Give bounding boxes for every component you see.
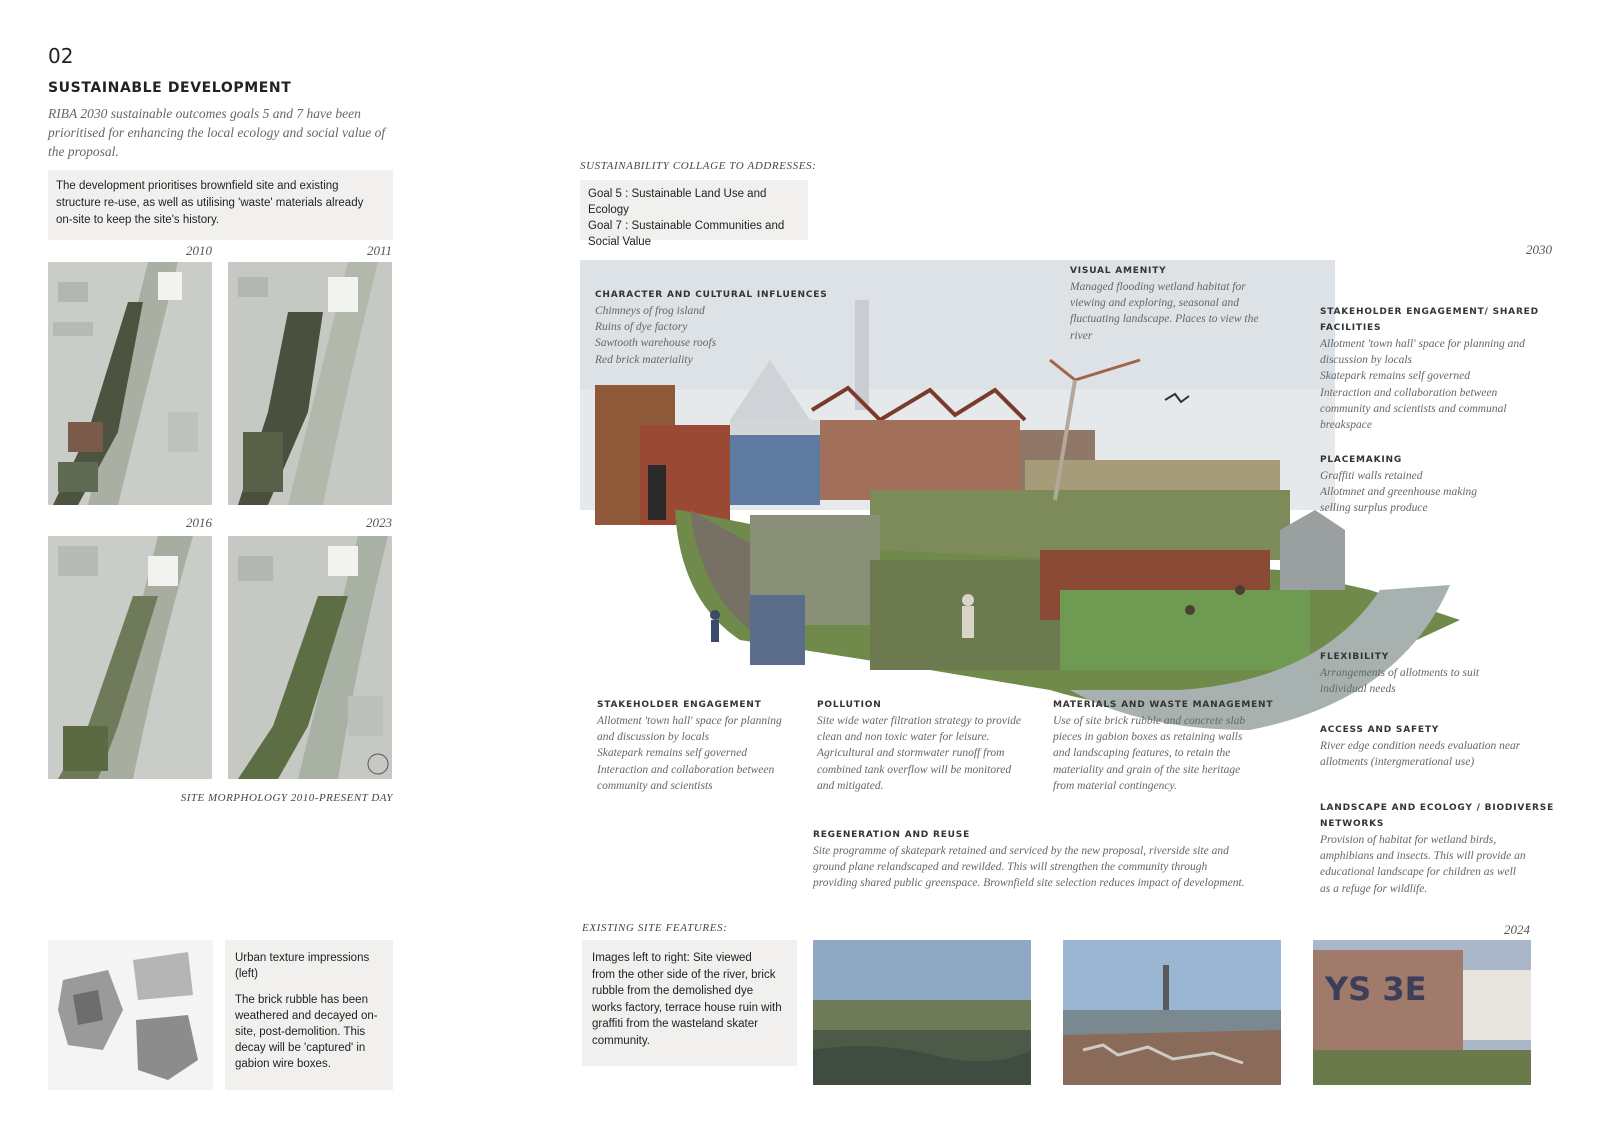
annotation-access-safety — [1320, 725, 1560, 770]
annotation-line: Sawtooth warehouse roofs — [595, 337, 717, 350]
annotation-body — [595, 303, 835, 368]
annotation-line: Allotmnet and greenhouse making — [1320, 486, 1478, 499]
annotation-line: Allotment 'town hall' space for planning and — [1320, 338, 1525, 350]
brick-rubble-photo — [48, 940, 213, 1090]
annotation-body — [1320, 665, 1560, 697]
existing-line: Images left to right: Site viewed — [592, 952, 752, 964]
intro-line: RIBA 2030 sustainable outcomes goals 5 and 7 have been — [48, 106, 361, 121]
annotation-line: ground plane relandscaped and rewilded. This will strengthen the community through — [813, 861, 1208, 874]
annotation-line: Arrangements of allotments to suit — [1320, 667, 1480, 679]
annotation-line: Managed flooding wetland habitat for — [1070, 281, 1246, 293]
annotation-title — [1320, 304, 1560, 336]
annotation-line: Graffiti walls retained — [1320, 470, 1423, 482]
annotation-line: Allotment 'town hall' space for planning — [597, 715, 782, 727]
annotation-line: Interaction and collaboration between — [1320, 386, 1498, 399]
annotation-line: allotments (intergmerational use) — [1320, 756, 1475, 769]
annotation-line: materiality and grain of the site heritage — [1053, 763, 1241, 776]
urban-texture-title: (left) — [235, 968, 258, 980]
annotation-line: and landscaping features, to retain the — [1053, 747, 1231, 760]
brownfield-line: The development prioritises brownfield site and existing — [56, 180, 339, 192]
intro-text — [48, 104, 388, 161]
annotation-line: river — [1070, 329, 1093, 342]
annotation-body — [817, 713, 1047, 794]
annotation-title: PLACEMAKING — [1320, 455, 1403, 465]
annotation-title: VISUAL AMENITY — [1070, 266, 1167, 276]
existing-line: rubble from the demolished dye — [592, 985, 754, 997]
annotation-stakeholder — [597, 700, 807, 794]
urban-texture-title: Urban texture impressions — [235, 952, 370, 964]
brownfield-line: structure re-use, as well as utilising 'waste' materials already — [56, 197, 364, 209]
annotation-line: combined tank overflow will be monitored — [817, 763, 1012, 776]
intro-line: the proposal. — [48, 144, 119, 159]
annotation-line: River edge condition needs evaluation near — [1320, 740, 1521, 752]
existing-year: 2024 — [1504, 922, 1530, 937]
goal-line: Social Value — [588, 236, 652, 248]
urban-texture-line: gabion wire boxes. — [235, 1058, 331, 1070]
annotation-line: individual needs — [1320, 683, 1396, 696]
annotation-line: Red brick materiality — [595, 353, 693, 366]
annotation-line: Skatepark remains self governed — [1320, 370, 1470, 383]
aerial-map-2011 — [228, 262, 392, 505]
annotation-line: pieces in gabion boxes as retaining walls — [1053, 731, 1243, 744]
aerial-map-2010 — [48, 262, 212, 505]
annotation-line: Use of site brick rubble and concrete slab — [1053, 715, 1246, 727]
annotation-line: as a refuge for wildlife. — [1320, 882, 1428, 895]
annotation-line: Skatepark remains self governed — [597, 747, 747, 760]
annotation-line: from material contingency. — [1053, 779, 1177, 792]
annotation-placemaking — [1320, 455, 1560, 517]
annotation-line: viewing and exploring, seasonal and — [1070, 297, 1239, 310]
existing-line: graffiti from the wasteland skater — [592, 1018, 758, 1030]
annotation-body — [1053, 713, 1283, 794]
annotation-title: STAKEHOLDER ENGAGEMENT — [597, 700, 762, 710]
brownfield-line: on-site to keep the site's history. — [56, 214, 220, 226]
annotation-line: Ruins of dye factory — [595, 321, 688, 334]
existing-line: works factory, terrace house ruin with — [592, 1001, 782, 1014]
year-2023-label: 2023 — [366, 515, 392, 530]
annotation-title-line: NETWORKS — [1320, 819, 1385, 829]
annotation-title-line: LANDSCAPE AND ECOLOGY / BIODIVERSE — [1320, 803, 1555, 813]
annotation-line: breakspace — [1320, 419, 1372, 432]
urban-texture-line: decay will be 'captured' in — [235, 1042, 366, 1054]
year-2016-label: 2016 — [186, 515, 212, 530]
annotation-line: educational landscape for children as well — [1320, 866, 1517, 879]
river-view-photo — [813, 940, 1031, 1085]
urban-texture-note — [225, 940, 393, 1090]
annotation-line: selling surplus produce — [1320, 502, 1428, 515]
annotation-body — [1320, 832, 1560, 897]
annotation-landscape-ecology — [1320, 800, 1560, 897]
annotation-line: Interaction and collaboration between — [597, 763, 775, 776]
annotation-body — [1320, 468, 1560, 517]
annotation-title: POLLUTION — [817, 700, 882, 710]
annotation-body — [1320, 738, 1560, 770]
annotation-title-line: FACILITIES — [1320, 323, 1382, 333]
graffiti-text: YS 3E — [1325, 970, 1427, 1008]
annotation-materials — [1053, 700, 1283, 794]
annotation-title-line: STAKEHOLDER ENGAGEMENT/ SHARED — [1320, 307, 1539, 317]
goals-box — [580, 180, 808, 248]
annotation-line: community and scientists — [597, 779, 713, 792]
annotation-line: community and scientists and communal — [1320, 402, 1507, 415]
year-2010-label: 2010 — [186, 243, 212, 258]
annotation-line: and mitigated. — [817, 779, 884, 792]
goal-line: Goal 7 : Sustainable Communities and — [588, 220, 785, 232]
annotation-character — [595, 290, 835, 368]
annotation-title: CHARACTER AND CULTURAL INFLUENCES — [595, 290, 828, 300]
existing-line: community. — [592, 1034, 650, 1047]
annotation-regeneration — [813, 830, 1283, 892]
annotation-line: clean and non toxic water for leisure. — [817, 731, 990, 744]
annotation-body — [1320, 336, 1560, 433]
annotation-title: MATERIALS AND WASTE MANAGEMENT — [1053, 700, 1274, 710]
aerial-map-2023 — [228, 536, 392, 779]
annotation-title: ACCESS AND SAFETY — [1320, 725, 1440, 735]
urban-texture-line: The brick rubble has been — [235, 994, 368, 1006]
goal-line: Goal 5 : Sustainable Land Use and Ecology — [588, 188, 767, 216]
year-2011-label: 2011 — [366, 243, 392, 258]
existing-heading: EXISTING SITE FEATURES: — [582, 922, 728, 934]
urban-texture-line: site, post-demolition. This — [235, 1026, 366, 1038]
annotation-line: providing shared public greenspace. Brownfield site selection reduces impact of development. — [813, 877, 1245, 890]
page-number: 02 — [48, 44, 74, 68]
annotation-line: Site programme of skatepark retained and serviced by the new proposal, riverside site and — [813, 845, 1229, 857]
annotation-title: FLEXIBILITY — [1320, 652, 1390, 662]
morphology-caption: SITE MORPHOLOGY 2010-PRESENT DAY — [180, 792, 393, 804]
page-title: SUSTAINABLE DEVELOPMENT — [48, 80, 292, 96]
existing-line: from the other side of the river, brick — [592, 968, 776, 981]
brick-rubble-site-photo — [1063, 940, 1281, 1085]
aerial-map-2016 — [48, 536, 212, 779]
annotation-body — [1070, 279, 1290, 344]
existing-note — [582, 940, 797, 1066]
annotation-line: fluctuating landscape. Places to view the — [1070, 313, 1259, 326]
annotation-body — [597, 713, 807, 794]
annotation-line: discussion by locals — [1320, 354, 1412, 367]
annotation-stakeholder-shared — [1320, 304, 1560, 433]
annotation-line: and discussion by locals — [597, 731, 710, 744]
annotation-pollution — [817, 700, 1047, 794]
annotation-line: amphibians and insects. This will provide an — [1320, 850, 1526, 863]
annotation-title — [1320, 800, 1560, 832]
annotation-flexibility — [1320, 652, 1560, 697]
annotation-line: Chimneys of frog island — [595, 305, 705, 317]
annotation-line: Site wide water filtration strategy to provide — [817, 715, 1022, 727]
annotation-line: Provision of habitat for wetland birds, — [1320, 834, 1497, 846]
annotation-visual-amenity — [1070, 266, 1290, 344]
annotation-title: REGENERATION AND REUSE — [813, 830, 971, 840]
urban-texture-line: weathered and decayed on- — [235, 1010, 378, 1022]
graffiti-ruin-photo — [1313, 940, 1531, 1085]
annotation-body — [813, 843, 1283, 892]
brownfield-note — [48, 170, 393, 240]
collage-heading: SUSTAINABILITY COLLAGE TO ADDRESSES: — [580, 160, 817, 172]
spacer — [235, 982, 383, 992]
collage-year: 2030 — [1526, 242, 1552, 257]
intro-line: prioritised for enhancing the local ecology and social value of — [48, 125, 386, 140]
annotation-line: Agricultural and stormwater runoff from — [817, 747, 1005, 760]
